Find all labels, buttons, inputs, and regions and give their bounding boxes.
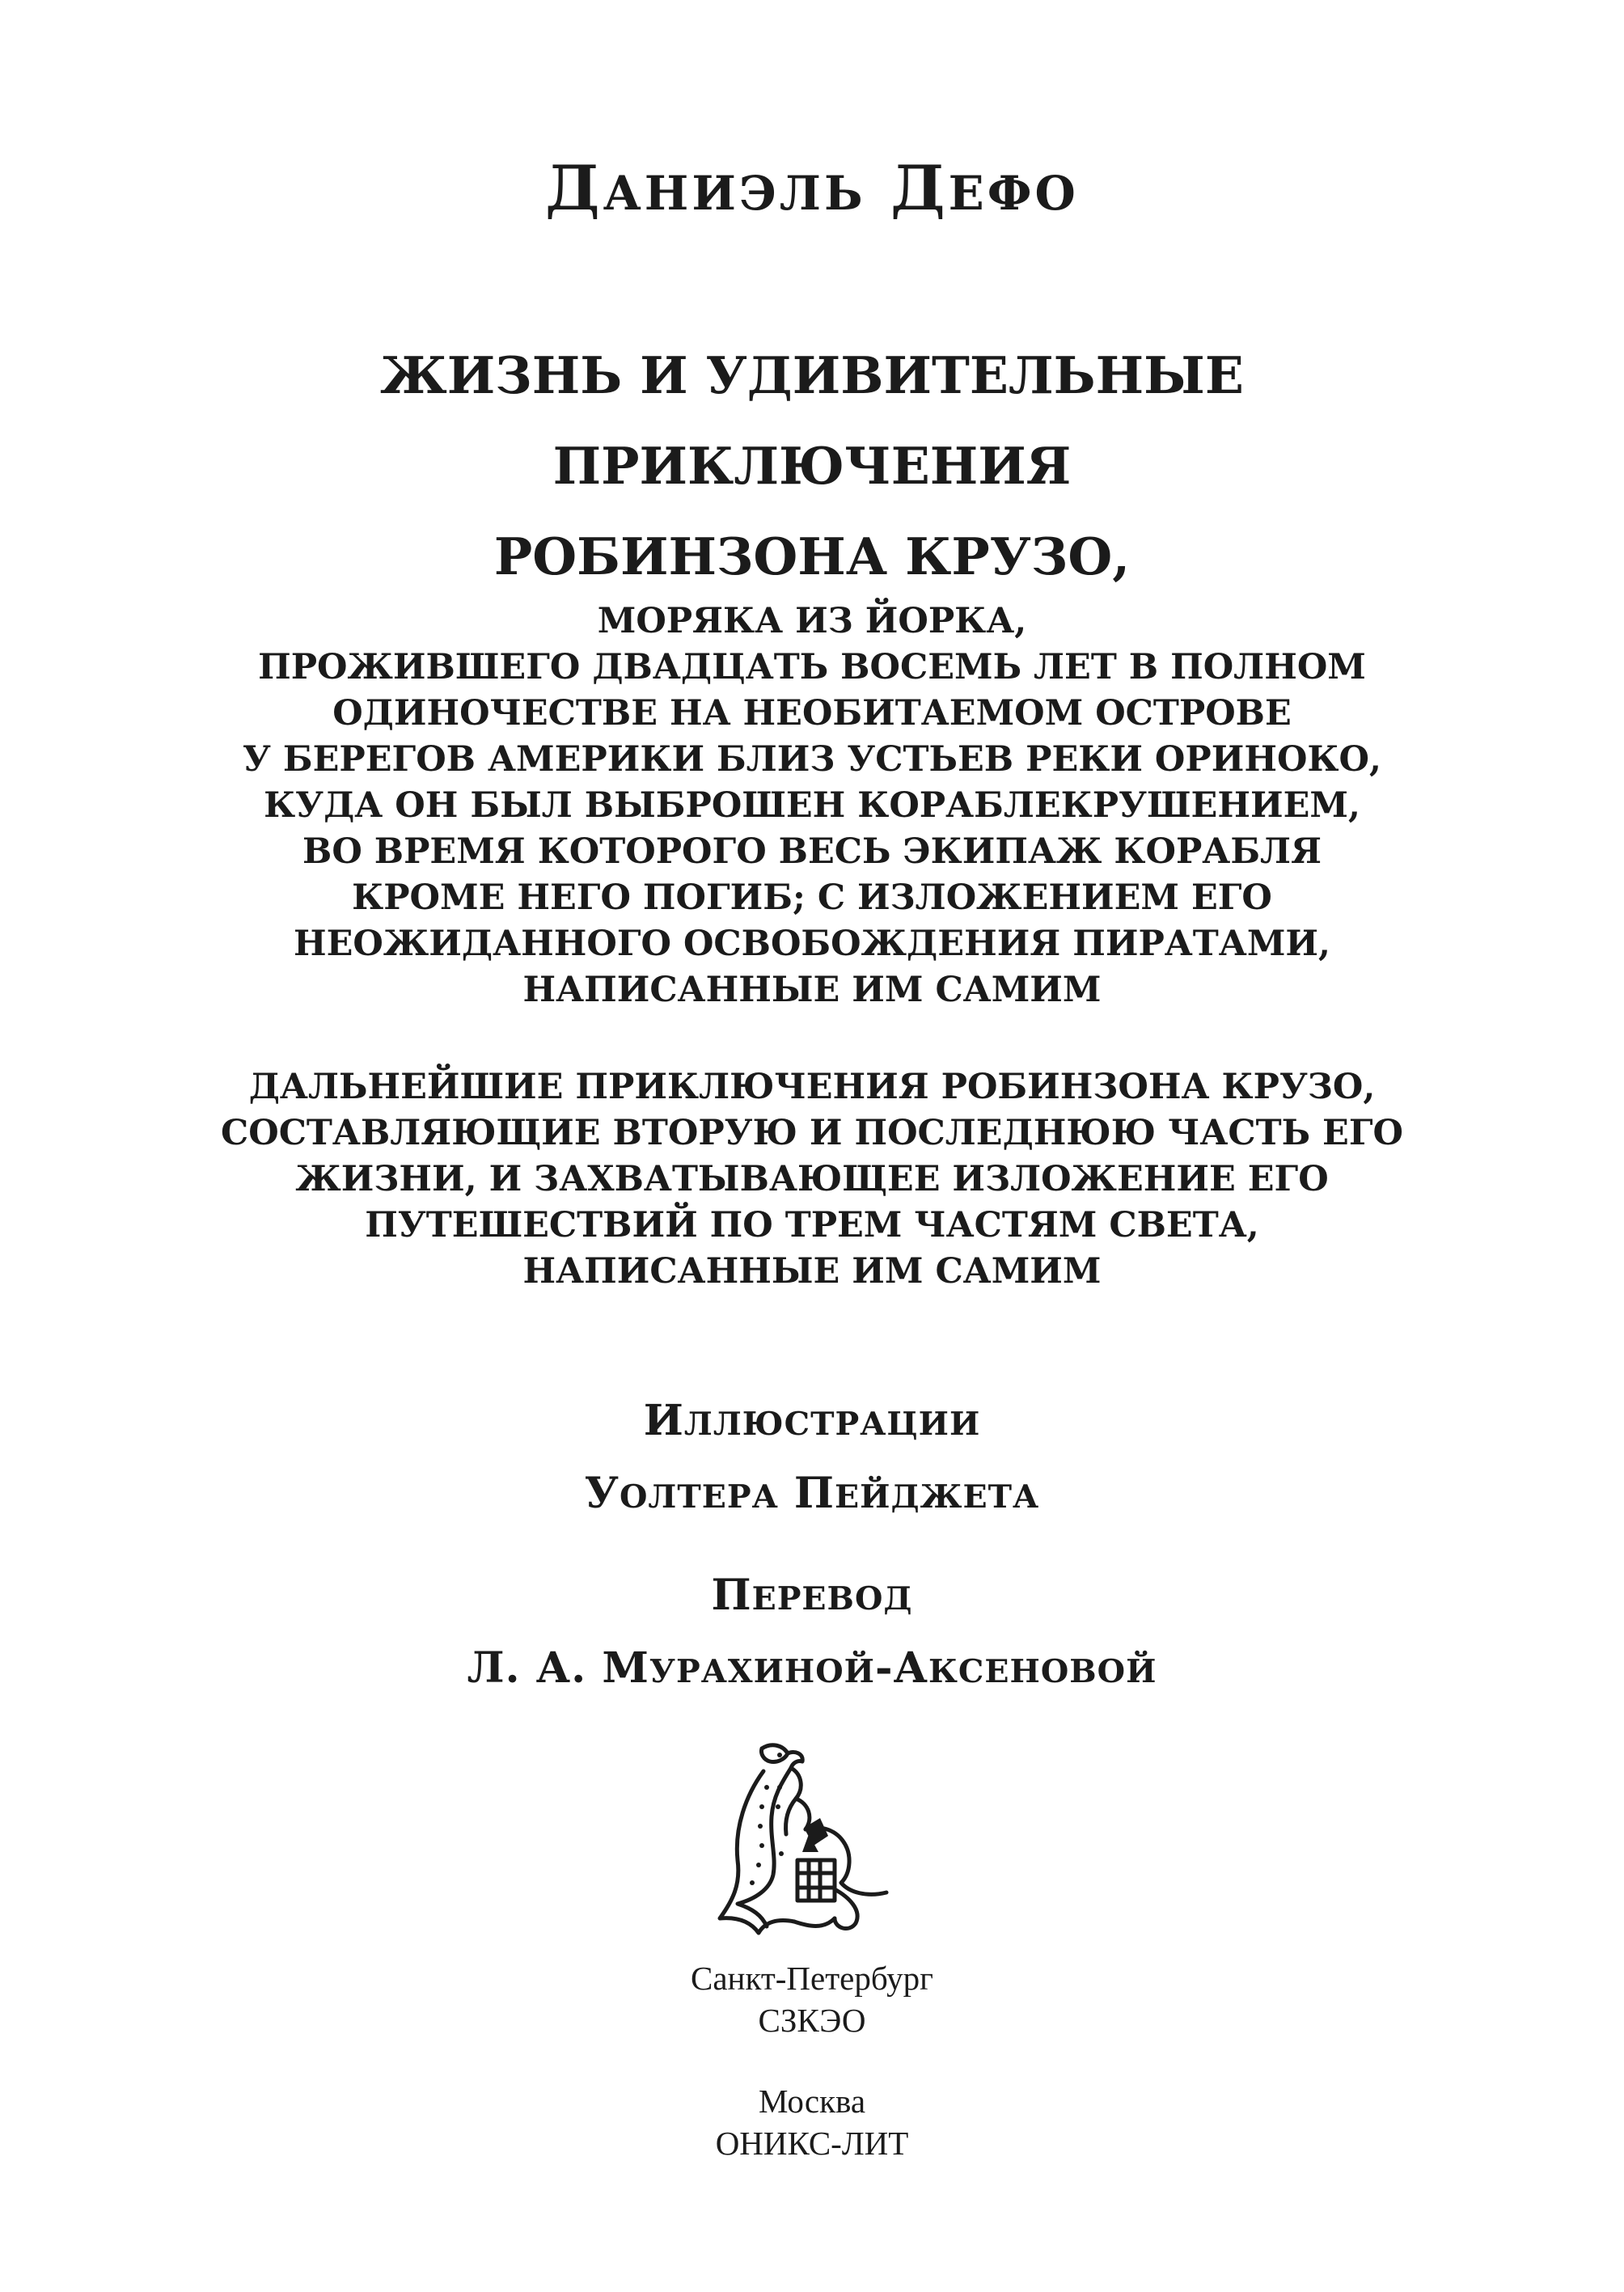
subtitle-line-1: МОРЯКА ИЗ ЙОРКА, bbox=[597, 601, 1027, 641]
publisher-name-1: СЗКЭО bbox=[758, 2002, 866, 2039]
illustrator-name-text: УОЛТЕРА ПЕЙДЖЕТА bbox=[584, 1469, 1040, 1518]
subtitle-line-2: ПРОЖИВШЕГО ДВАДЦАТЬ ВОСЕМЬ ЛЕТ В ПОЛНОМ bbox=[258, 647, 1366, 687]
translator-name-text: Л. А. МУРАХИНОЙ-АКСЕНОВОЙ bbox=[467, 1643, 1157, 1693]
illustrations-label bbox=[0, 1385, 1624, 1461]
illustrations-label-text: ИЛЛЮСТРАЦИИ bbox=[643, 1396, 981, 1445]
publisher-city-2: Москва bbox=[758, 2083, 866, 2120]
second-part-line-1: ДАЛЬНЕЙШИЕ ПРИКЛЮЧЕНИЯ РОБИНЗОНА КРУЗО, bbox=[248, 1067, 1376, 1107]
dragon-emblem-icon bbox=[713, 1739, 907, 1941]
author-name bbox=[0, 152, 1624, 224]
subtitle-line-9: НАПИСАННЫЕ ИМ САМИМ bbox=[522, 970, 1102, 1010]
second-part-line-2: СОСТАВЛЯЮЩИЕ ВТОРУЮ И ПОСЛЕДНЮЮ ЧАСТЬ ЕГО bbox=[221, 1113, 1403, 1153]
subtitle-line-7: КРОМЕ НЕГО ПОГИБ; С ИЗЛОЖЕНИЕМ ЕГО bbox=[352, 877, 1272, 918]
translation-label-text: ПЕРЕВОД bbox=[711, 1571, 913, 1620]
author-text: ДАНИЭЛЬ ДЕФО bbox=[545, 152, 1079, 224]
publisher-name-2: ОНИКС-ЛИТ bbox=[715, 2125, 909, 2162]
book-title-line-2: ПРИКЛЮЧЕНИЯ bbox=[552, 436, 1072, 496]
translation-label bbox=[0, 1559, 1624, 1635]
translator-name bbox=[0, 1632, 1624, 1708]
book-title-line-3: РОБИНЗОНА КРУЗО, bbox=[493, 526, 1131, 586]
subtitle-line-6: ВО ВРЕМЯ КОТОРОГО ВЕСЬ ЭКИПАЖ КОРАБЛЯ bbox=[302, 831, 1322, 872]
illustrator-name bbox=[0, 1457, 1624, 1533]
subtitle-line-8: НЕОЖИДАННОГО ОСВОБОЖДЕНИЯ ПИРАТАМИ, bbox=[293, 924, 1331, 964]
subtitle-line-4: У БЕРЕГОВ АМЕРИКИ БЛИЗ УСТЬЕВ РЕКИ ОРИНОКО, bbox=[243, 739, 1381, 780]
subtitle-line-3: ОДИНОЧЕСТВЕ НА НЕОБИТАЕМОМ ОСТРОВЕ bbox=[332, 693, 1292, 734]
publisher-city-1: Санкт-Петербург bbox=[691, 1960, 933, 1997]
book-title-line-1: ЖИЗНЬ И УДИВИТЕЛЬНЫЕ bbox=[380, 345, 1244, 405]
second-part-line-3: ЖИЗНИ, И ЗАХВАТЫВАЮЩЕЕ ИЗЛОЖЕНИЕ ЕГО bbox=[295, 1159, 1329, 1199]
subtitle-line-5: КУДА ОН БЫЛ ВЫБРОШЕН КОРАБЛЕКРУШЕНИЕМ, bbox=[264, 785, 1360, 826]
second-part-line-4: ПУТЕШЕСТВИЙ ПО ТРЕМ ЧАСТЯМ СВЕТА, bbox=[365, 1205, 1259, 1245]
second-part-line-5: НАПИСАННЫЕ ИМ САМИМ bbox=[522, 1251, 1102, 1292]
